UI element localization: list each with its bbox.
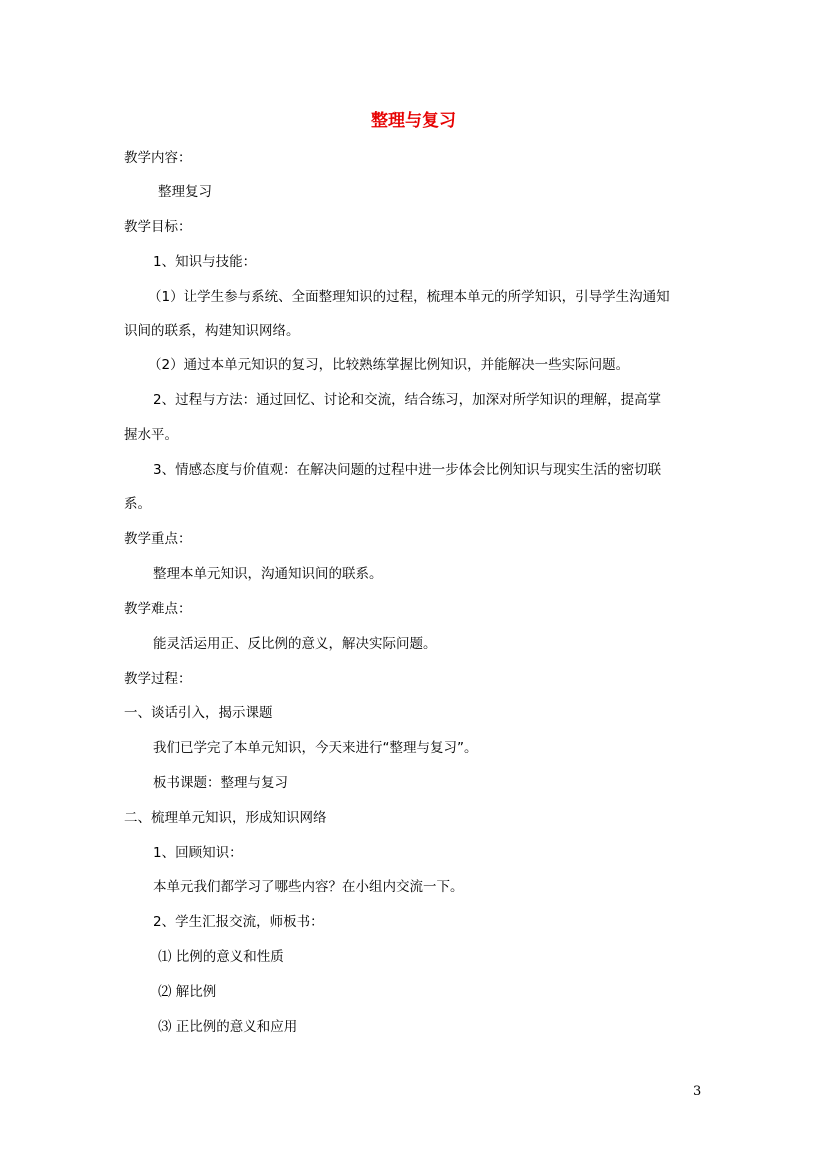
goal-2-line-b: 握水平。	[124, 427, 178, 443]
goal-1-1-line-a: （1）让学生参与系统、全面整理知识的过程，梳理本单元的所学知识，引导学生沟通知	[148, 289, 670, 305]
list-item: ⑴ 比例的意义和性质	[158, 949, 284, 965]
goal-1-1-line-b: 识间的联系，构建知识网络。	[124, 323, 300, 339]
teaching-content-text: 整理复习	[158, 184, 212, 200]
step-2-1: 1、回顾知识：	[153, 845, 243, 861]
step-2-1-text: 本单元我们都学习了哪些内容？在小组内交流一下。	[153, 879, 464, 895]
process-heading: 教学过程：	[124, 671, 192, 687]
page-title: 整理与复习	[371, 111, 456, 131]
goal-1-2: （2）通过本单元知识的复习，比较熟练掌握比例知识，并能解决一些实际问题。	[148, 357, 630, 373]
difficulty-text: 能灵活运用正、反比例的意义，解决实际问题。	[153, 636, 437, 652]
goal-3-line-b: 系。	[124, 496, 151, 512]
key-point-heading: 教学重点：	[124, 531, 192, 547]
goal-1: 1、知识与技能：	[153, 254, 257, 270]
teaching-goal-heading: 教学目标：	[124, 219, 192, 235]
step-1-board: 板书课题：整理与复习	[153, 775, 288, 791]
step-1-text: 我们已学完了本单元知识，今天来进行“整理与复习”。	[153, 740, 478, 756]
list-item: ⑵ 解比例	[158, 984, 217, 1000]
key-point-text: 整理本单元知识，沟通知识间的联系。	[153, 566, 383, 582]
page-number: 3	[693, 1084, 702, 1099]
list-item: ⑶ 正比例的意义和应用	[158, 1019, 298, 1035]
step-1-heading: 一、谈话引入，揭示课题	[124, 705, 273, 721]
step-2-2: 2、学生汇报交流，师板书：	[153, 914, 324, 930]
step-2-heading: 二、梳理单元知识，形成知识网络	[124, 810, 327, 826]
difficulty-heading: 教学难点：	[124, 601, 192, 617]
goal-2-line-a: 2、过程与方法：通过回忆、讨论和交流，结合练习，加深对所学知识的理解，提高掌	[153, 392, 662, 408]
teaching-content-heading: 教学内容：	[124, 150, 192, 166]
goal-3-line-a: 3、情感态度与价值观：在解决问题的过程中进一步体会比例知识与现实生活的密切联	[153, 462, 662, 478]
